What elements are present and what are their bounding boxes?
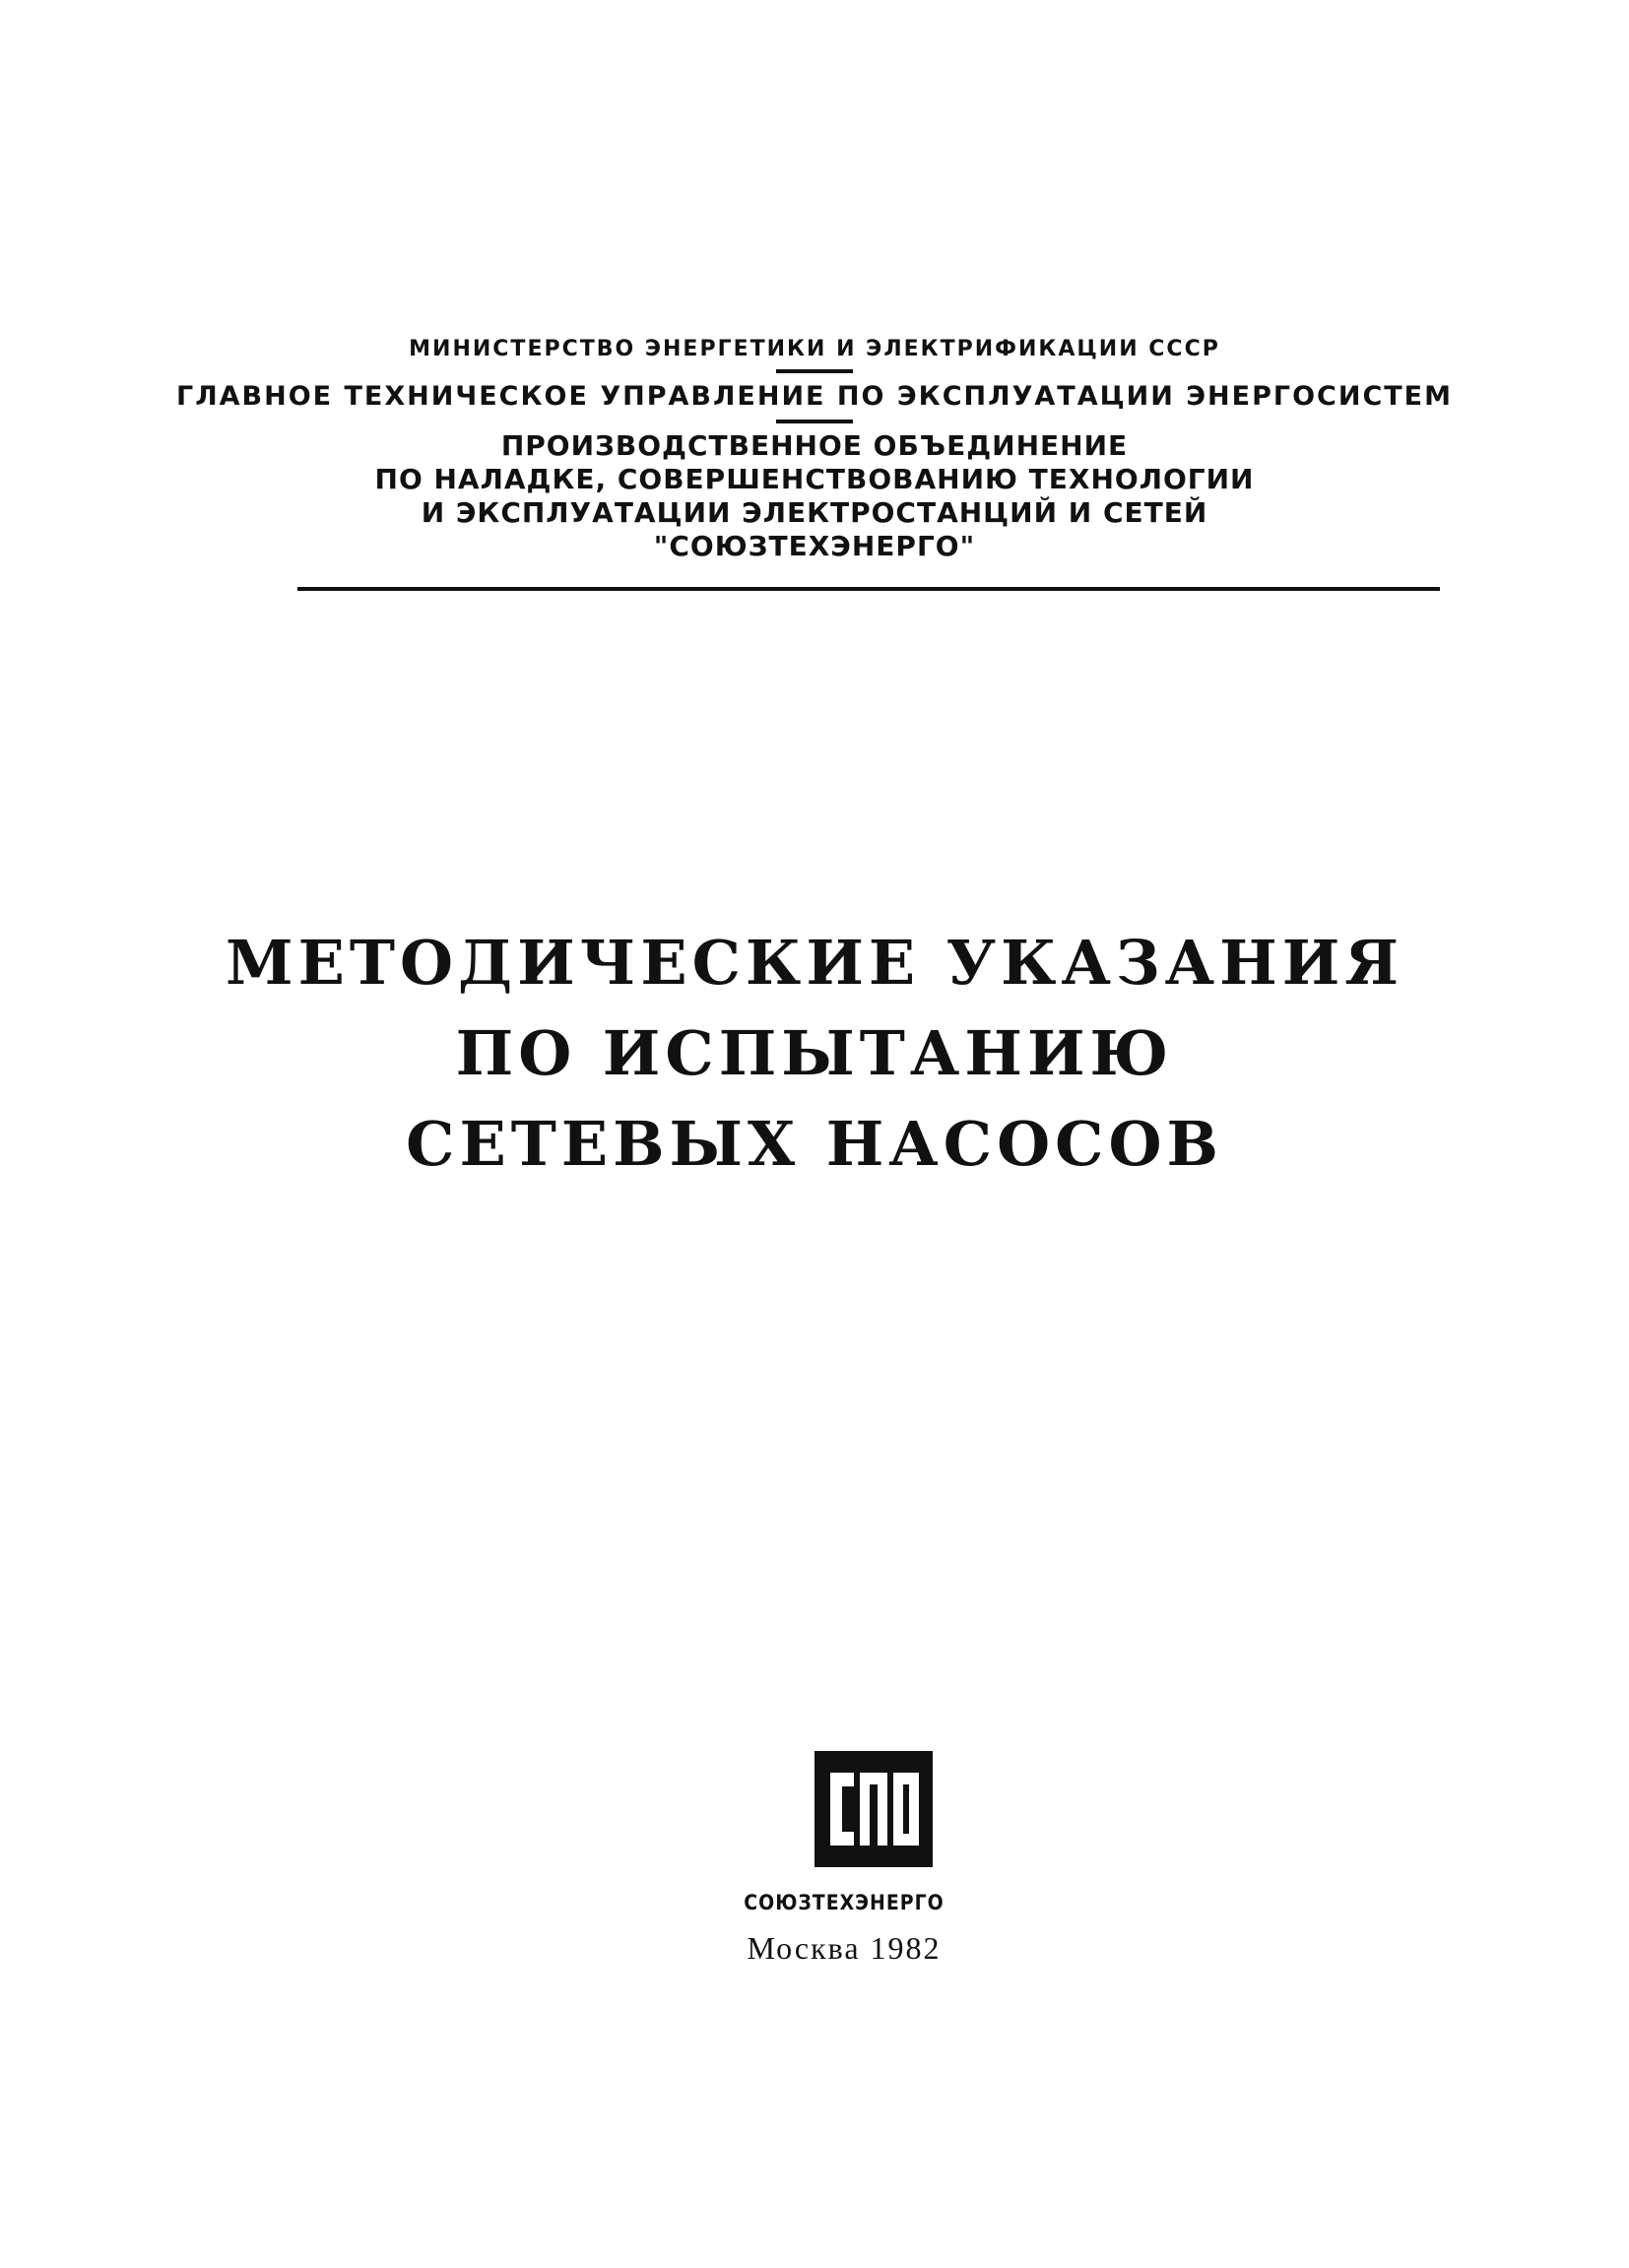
association-line: ПРОИЗВОДСТВЕННОЕ ОБЪЕДИНЕНИЕ [500, 429, 1129, 462]
association-line: И ЭКСПЛУАТАЦИИ ЭЛЕКТРОСТАНЦИЙ И СЕТЕЙ [421, 496, 1208, 529]
header-rule [297, 587, 1440, 591]
publisher-name: СОЮЗТЕХЭНЕРГО [744, 1891, 945, 1914]
association-line: "СОЮЗТЕХЭНЕРГО" [653, 530, 976, 562]
publisher-city-year: Москва 1982 [747, 1930, 942, 1966]
header-divider-2 [776, 420, 853, 423]
header-block [0, 335, 1629, 563]
association-name [0, 429, 1629, 563]
title-line: ПО ИСПЫТАНИЮ [455, 1017, 1174, 1089]
spo-logo-icon [814, 1751, 933, 1867]
title-line: СЕТЕВЫХ НАСОСОВ [406, 1108, 1223, 1180]
title-line: МЕТОДИЧЕСКИЕ УКАЗАНИЯ [225, 927, 1404, 999]
main-directorate-name: ГЛАВНОЕ ТЕХНИЧЕСКОЕ УПРАВЛЕНИЕ ПО ЭКСПЛУАТАЦИИ ЭНЕРГОСИСТЕМ [176, 381, 1453, 412]
spo-logo-glyphs [822, 1763, 925, 1855]
header-divider-1 [776, 369, 853, 373]
ministry-name: МИНИСТЕРСТВО ЭНЕРГЕТИКИ И ЭЛЕКТРИФИКАЦИИ СССР [409, 337, 1220, 361]
association-line: ПО НАЛАДКЕ, СОВЕРШЕНСТВОВАНИЮ ТЕХНОЛОГИИ [374, 463, 1255, 495]
document-title [0, 918, 1629, 1190]
